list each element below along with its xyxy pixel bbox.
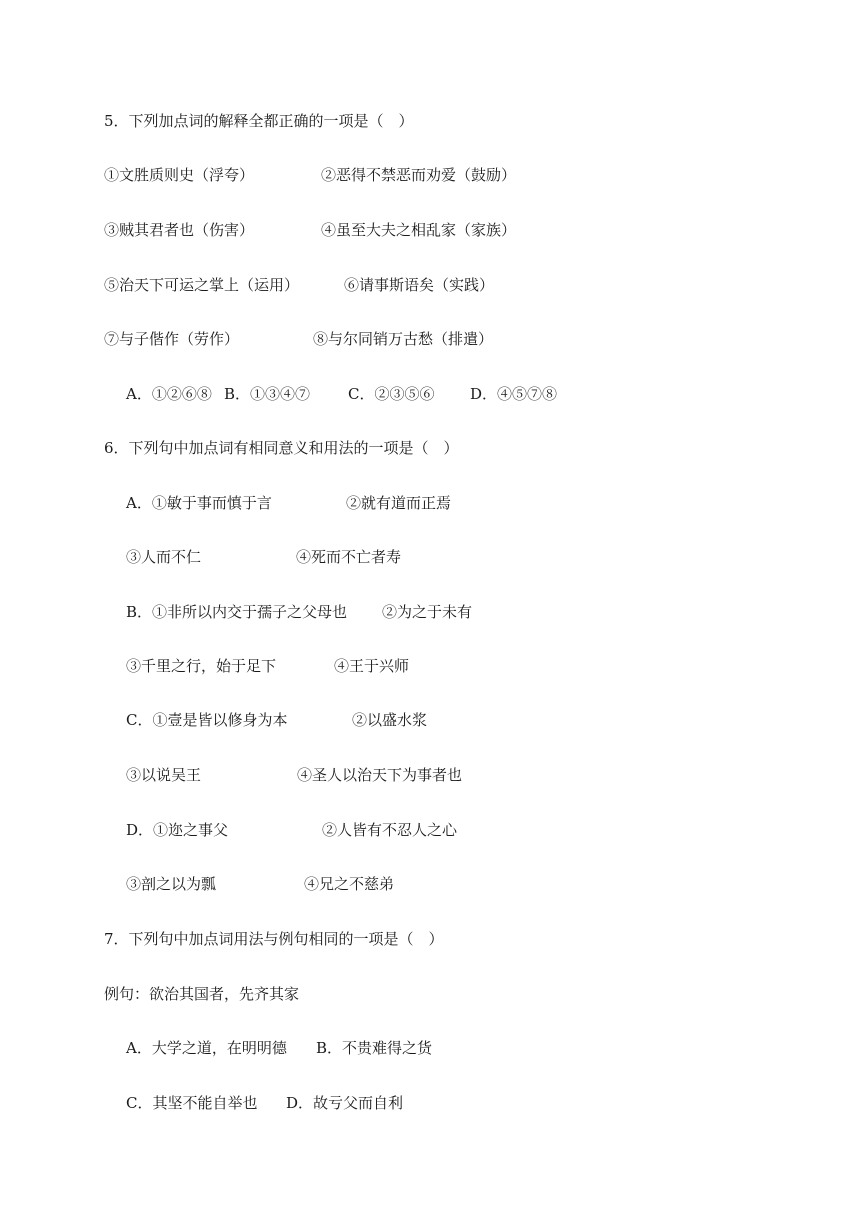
q5-item-8: ⑧与尔同销万古愁（排遣） [313, 330, 494, 348]
q5-item-3: ③贼其君者也（伤害） [104, 221, 255, 239]
q5-option-b: B．①③④⑦ [224, 385, 311, 403]
question-5-stem: 5．下列加点词的解释全都正确的一项是（ ） [104, 112, 414, 130]
q6-option-d-row-2: ③剖之以为瓢 ④兄之不慈弟 [126, 875, 395, 893]
q5-item-6: ⑥请事斯语矣（实践） [344, 276, 495, 294]
question-5-items-row-3 [104, 275, 844, 295]
q5-item-7: ⑦与子偕作（劳作） [104, 330, 240, 348]
q7-option-b: B．不贵难得之货 [316, 1039, 433, 1057]
q5-item-1: ①文胜质则史（浮夸） [104, 166, 255, 184]
question-5-items-row-2 [104, 220, 844, 240]
q5-option-a: A．①②⑥⑧ [126, 385, 212, 403]
q6-option-b-row-2: ③千里之行，始于足下 ④王于兴师 [126, 657, 410, 675]
question-7-example: 例句：欲治其国者，先齐其家 [104, 985, 300, 1003]
q6-option-c-row-1: C．①壹是皆以修身为本 ②以盛水浆 [126, 711, 428, 729]
q6-option-b-row-1: B．①非所以内交于孺子之父母也 ②为之于未有 [126, 603, 473, 621]
q6-option-c-row-2: ③以说吴王 ④圣人以治天下为事者也 [126, 766, 463, 784]
q5-option-d: D．④⑤⑦⑧ [470, 385, 558, 403]
question-5-options [126, 384, 826, 404]
q6-option-d-row-1: D．①迩之事父 ②人皆有不忍人之心 [126, 821, 458, 839]
q7-option-a: A．大学之道，在明明德 [126, 1039, 287, 1057]
q5-option-c: C．②③⑤⑥ [348, 385, 435, 403]
question-7-stem: 7．下列句中加点词用法与例句相同的一项是（ ） [104, 930, 444, 948]
q5-item-4: ④虽至大夫之相乱家（家族） [321, 221, 517, 239]
q7-options-row-2 [126, 1093, 826, 1113]
question-5-items-row-1 [104, 165, 844, 185]
question-6-stem: 6．下列句中加点词有相同意义和用法的一项是（ ） [104, 439, 459, 457]
q7-options-row-1 [126, 1038, 826, 1058]
q6-option-a-row-1: A．①敏于事而慎于言 ②就有道而正焉 [126, 494, 452, 512]
question-5-items-row-4 [104, 329, 844, 349]
q6-option-a-row-2: ③人而不仁 ④死而不亡者寿 [126, 548, 402, 566]
q7-option-c: C．其坚不能自举也 [126, 1094, 258, 1112]
q7-option-d: D．故亏父而自利 [286, 1094, 404, 1112]
q5-item-2: ②恶得不禁恶而劝爱（鼓励） [321, 166, 517, 184]
q5-item-5: ⑤治天下可运之掌上（运用） [104, 276, 300, 294]
